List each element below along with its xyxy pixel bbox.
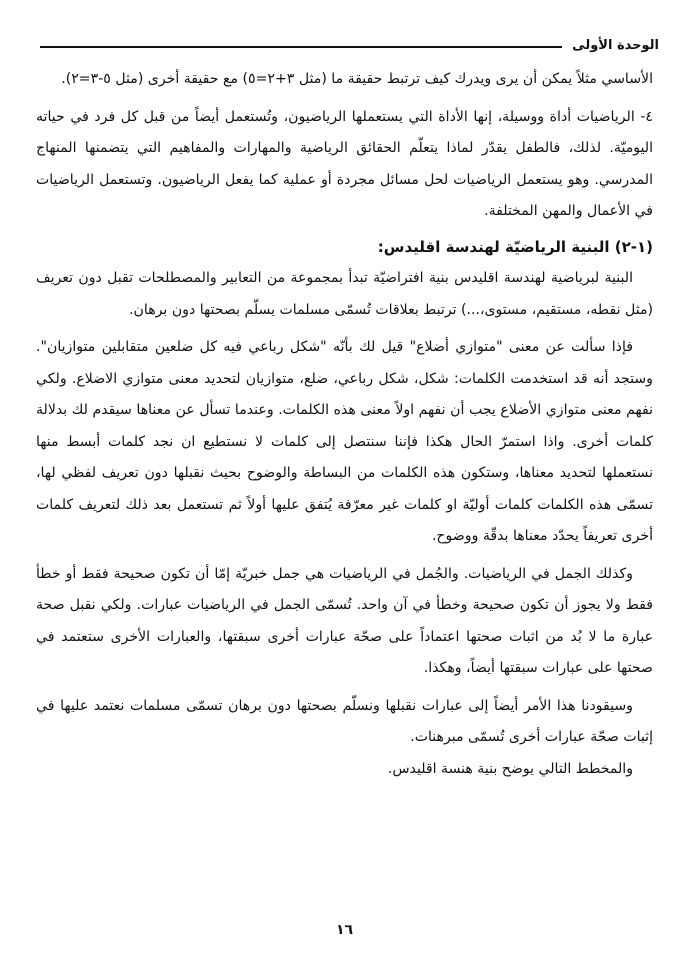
page-number: ١٦ [335,922,354,938]
page-header [40,34,659,56]
section-heading: (١-٢) البنية الرياضيّة لهندسة اقليدس: [377,237,653,256]
paragraph-5: وكذلك الجمل في الرياضيات. والجُمل في الرياضيات هي جمل خبريّة إمّا أن تكون صحيحة فقط أو خطأ فقط ولا يجوز أن تكون صحيحة وخطأ في آن واحد. تُسمّى الجمل في الرياضيات عبارات. ولكي نقبل صحة عبارة ما لا بُد من اثبات صحتها اعتماداً على صحّة عبارات أخرى سبقتها، والعبارات الأخرى ستعتمد في صحتها على عبارات سبقتها أيضاً، وهكذا. [36,565,653,676]
paragraph-2: ٤- الرياضيات أداة ووسيلة، إنها الأداة التي يستعملها الرياضيون، وتُستعمل أيضاً من قبل كل فرد في حياته اليوميّة. لذلك، فالطفل يقدّر لماذا يتعلّم الحقائق الرياضية والمهارات والمفاهيم التي يتضمنها المنهاج المدرسي. وهو يستعمل الرياضيات لحل مسائل مجردة أو عملية كما يفعل الرياضيون. وتستعمل الرياضيات في الأعمال والمهن المختلفة. [36,108,653,219]
header-rule [40,46,562,48]
paragraph-4: فإذا سألت عن معنى "متوازي أضلاع" قيل لك بأنّه "شكل رباعي فيه كل ضلعين متقابلين متوازيان". وستجد أنه قد استخدمت الكلمات: شكل، شكل رباعي، ضلع، متوازيان لتحديد معنى متوازي الاضلاع. ولكي نفهم معنى متوازي الأضلاع يجب أن نفهم اولاً معنى هذه الكلمات. وعندما تسأل عن معناها سيقدم لك بدلالة كلمات أخرى. واذا استمرّ الحال هكذا فإننا سنتصل إلى كلمات لا نستطيع ان نجد كلمات أبسط منها نستعملها لتحديد معناها، وستكون هذه الكلمات من البساطة والوضوح بحيث نقبلها دون تعريف لفظي لها، تسمّى هذه الكلمات كلمات أوليّة او كلمات غير معرّفة يُتفق عليها أولاً ثم تستعمل بعد ذلك لتعريف كلمات أخرى تعريفاً يحدّد معناها بدقّة ووضوح. [36,339,653,544]
paragraph-7: والمخطط التالي يوضح بنية هنسة اقليدس. [387,760,633,777]
paragraph-1: الأساسي مثلاً يمكن أن يرى ويدرك كيف ترتبط حقيقة ما (مثل ٣+٢=٥) مع حقيقة أخرى (مثل ٥-٣=٢). [61,71,653,87]
page-body [36,64,653,785]
unit-title: الوحدة الأولى [572,37,659,53]
paragraph-3: البنية لبرياضية لهندسة اقليدس بنية افتراضيّة تبدأ بمجموعة من التعابير والمصطلحات تقبل دون تعريف (مثل نقطه، مستقيم، مستوى،...) ترتبط بعلاقات تُسمّى مسلمات يسلّم بصحتها دون برهان. [36,270,653,318]
paragraph-6: وسيقودنا هذا الأمر أيضاً إلى عبارات نقبلها ونسلّم بصحتها دون برهان تسمّى مسلمات نعتمد عليها في إثبات صحّة عبارات أخرى تُسمّى مبرهنات. [36,697,653,745]
